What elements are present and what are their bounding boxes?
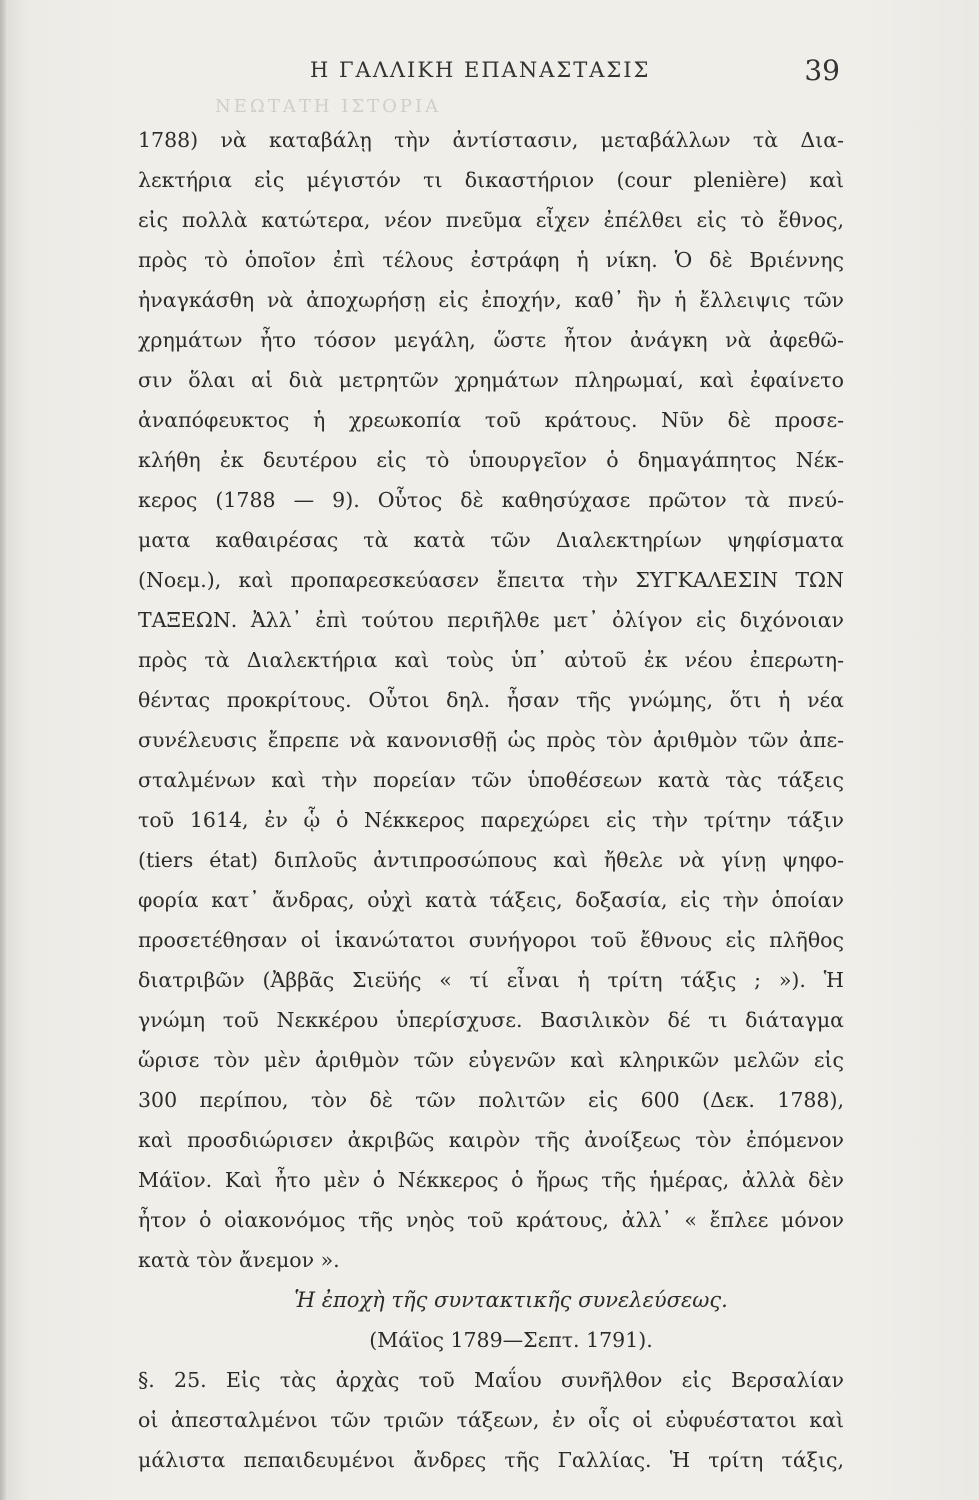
- text-line: πρὸς τὰ Διαλεκτήρια καὶ τοὺς ὑπ᾽ αὐτοῦ ἐκ νέου ἐπερωτη-: [138, 648, 844, 672]
- text-line: συνέλευσις ἔπρεπε νὰ κανονισθῇ ὡς πρὸς τὸν ἀριθμὸν τῶν ἀπε-: [138, 728, 844, 752]
- bleed-through-text: ΝΕΩΤΑΤΗ ΙΣΤΟΡΙΑ: [215, 96, 442, 117]
- text-line: ἀναπόφευκτος ἡ χρεωκοπία τοῦ κράτους. Νῦν δὲ προσε-: [138, 408, 844, 432]
- text-line: Μάϊον. Καὶ ἦτο μὲν ὁ Νέκκερος ὁ ἥρως τῆς ἡμέρας, ἀλλὰ δὲν: [138, 1168, 844, 1192]
- text-line: σιν ὅλαι αἱ διὰ μετρητῶν χρημάτων πληρωμαί, καὶ ἐφαίνετο: [138, 368, 844, 392]
- text-line: §. 25. Εἰς τὰς ἀρχὰς τοῦ Μαΐου συνῆλθον εἰς Βερσαλίαν: [138, 1368, 844, 1392]
- text-line: (tiers état) διπλοῦς ἀντιπροσώπους καὶ ἤθελε νὰ γίνῃ ψηφο-: [138, 848, 844, 872]
- text-line: εἰς πολλὰ κατώτερα, νέον πνεῦμα εἶχεν ἐπέλθει εἰς τὸ ἔθνος,: [138, 208, 844, 232]
- text-line: τοῦ 1614, ἐν ᾧ ὁ Νέκκερος παρεχώρει εἰς τὴν τρίτην τάξιν: [138, 808, 844, 832]
- text-line: γνώμη τοῦ Νεκκέρου ὑπερίσχυσε. Βασιλικὸν δέ τι διάταγμα: [138, 1008, 844, 1032]
- binding-edge: [0, 0, 6, 1500]
- text-line: χρημάτων ἦτο τόσον μεγάλη, ὥστε ἦτον ἀνάγκη νὰ ἀφεθῶ-: [138, 328, 844, 352]
- text-line: φορία κατ᾽ ἄνδρας, οὐχὶ κατὰ τάξεις, δοξασία, εἰς τὴν ὁποίαν: [138, 888, 844, 912]
- paragraph-2: [138, 1360, 844, 1480]
- text-line: λεκτήρια εἰς μέγιστόν τι δικαστήριον (cour plenière) καὶ: [138, 168, 844, 192]
- text-line: κατὰ τὸν ἄνεμον ».: [138, 1248, 340, 1272]
- text-line: μάλιστα πεπαιδευμένοι ἄνδρες τῆς Γαλλίας. Ἡ τρίτη τάξις,: [138, 1448, 844, 1472]
- text-line: 300 περίπου, τὸν δὲ τῶν πολιτῶν εἰς 600 (Δεκ. 1788),: [138, 1088, 844, 1112]
- text-line: καὶ προσδιώρισεν ἀκριβῶς καιρὸν τῆς ἀνοίξεως τὸν ἐπόμενον: [138, 1128, 844, 1152]
- text-line: (Νοεμ.), καὶ προπαρεσκεύασεν ἔπειτα τὴν ΣΥΓΚΑΛΕΣΙΝ ΤΩΝ: [138, 568, 844, 592]
- text-line: σταλμένων καὶ τὴν πορείαν τῶν ὑποθέσεων κατὰ τὰς τάξεις: [138, 768, 844, 792]
- text-line: ὥρισε τὸν μὲν ἀριθμὸν τῶν εὐγενῶν καὶ κληρικῶν μελῶν εἰς: [138, 1048, 844, 1072]
- text-line: διατριβῶν (Ἀββᾶς Σιεϋής « τί εἶναι ἡ τρίτη τάξις ; »). Ἡ: [138, 968, 844, 992]
- text-line: ματα καθαιρέσας τὰ κατὰ τῶν Διαλεκτηρίων ψηφίσματα: [138, 528, 844, 552]
- text-line: προσετέθησαν οἱ ἱκανώτατοι συνήγοροι τοῦ ἔθνους εἰς πλῆθος: [138, 928, 844, 952]
- text-line: κλήθη ἐκ δευτέρου εἰς τὸ ὑπουργεῖον ὁ δημαγάπητος Νέκ-: [138, 448, 844, 472]
- text-line: οἱ ἀπεσταλμένοι τῶν τριῶν τάξεων, ἐν οἷς οἱ εὐφυέστατοι καὶ: [138, 1408, 844, 1432]
- paragraph-1: [138, 120, 844, 1280]
- text-line: κερος (1788 — 9). Οὗτος δὲ καθησύχασε πρῶτον τὰ πνεύ-: [138, 488, 844, 512]
- body-text: [138, 120, 844, 1480]
- text-line: πρὸς τὸ ὁποῖον ἐπὶ τέλους ἐστράφη ἡ νίκη. Ὁ δὲ Βριέννης: [138, 248, 844, 272]
- text-line: θέντας προκρίτους. Οὗτοι δηλ. ἦσαν τῆς γνώμης, ὅτι ἡ νέα: [138, 688, 844, 712]
- section-heading: Ἡ ἐποχὴ τῆς συντακτικῆς συνελεύσεως.: [294, 1288, 728, 1312]
- page-header: [140, 54, 840, 98]
- text-line: ἠναγκάσθη νὰ ἀποχωρήσῃ εἰς ἐποχήν, καθ᾽ ἣν ἡ ἔλλειψις τῶν: [138, 288, 844, 312]
- text-line: ἦτον ὁ οἰακονόμος τῆς νηὸς τοῦ κράτους, ἀλλ᾽ « ἔπλεε μόνον: [138, 1208, 844, 1232]
- running-title: Η ΓΑΛΛΙΚΗ ΕΠΑΝΑΣΤΑΣΙΣ: [310, 58, 651, 82]
- section-dates: (Μάϊος 1789—Σεπτ. 1791).: [369, 1328, 653, 1352]
- text-line: 1788) νὰ καταβάλῃ τὴν ἀντίστασιν, μεταβάλλων τὰ Δια-: [138, 128, 844, 152]
- page-number: 39: [804, 54, 840, 87]
- text-line: ΤΑΞΕΩΝ. Ἀλλ᾽ ἐπὶ τούτου περιῆλθε μετ᾽ ὀλίγον εἰς διχόνοιαν: [138, 608, 844, 632]
